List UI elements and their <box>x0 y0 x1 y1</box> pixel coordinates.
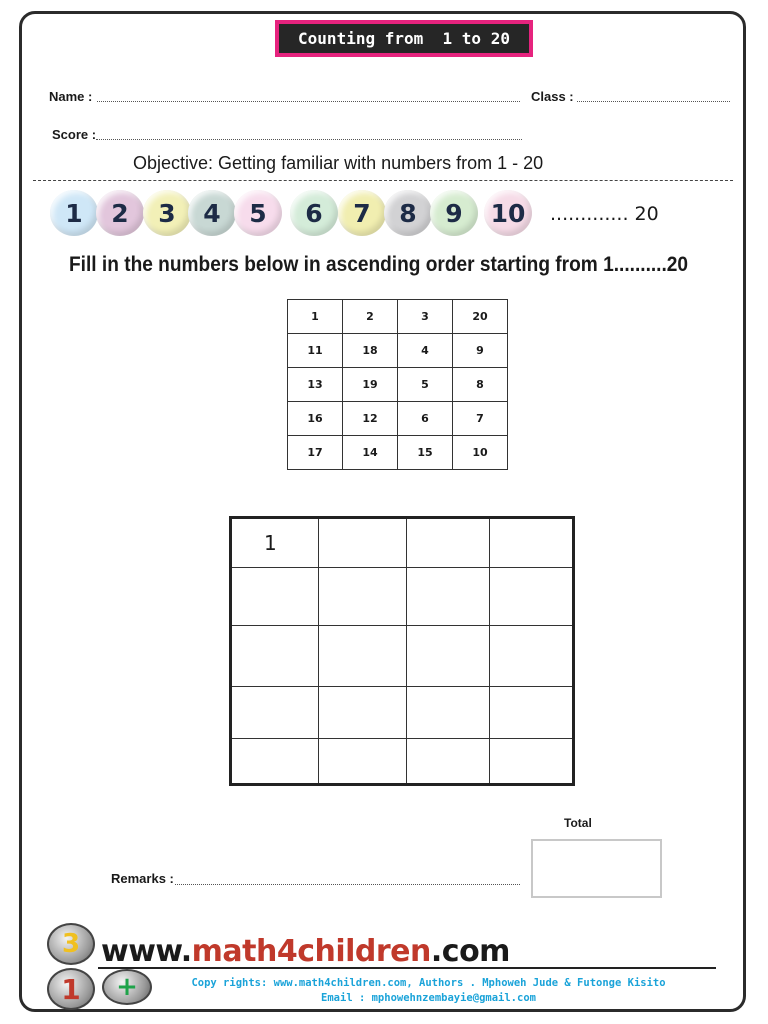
grid-cell: 4 <box>398 334 453 368</box>
grid-cell: 5 <box>398 368 453 402</box>
answer-cell[interactable] <box>231 687 319 739</box>
answer-cell[interactable] <box>490 518 574 568</box>
score-label: Score : <box>52 127 97 142</box>
site-logo-suffix: .com <box>430 934 510 969</box>
grid-cell: 2 <box>343 300 398 334</box>
logo-three-icon: 3 <box>47 923 95 965</box>
number-bubble: 4 <box>188 190 236 236</box>
answer-cell[interactable] <box>231 568 319 626</box>
grid-cell: 3 <box>398 300 453 334</box>
answer-cell[interactable] <box>490 626 574 687</box>
class-label: Class : <box>531 89 574 104</box>
answer-cell[interactable] <box>407 518 490 568</box>
answer-cell[interactable] <box>319 568 407 626</box>
answer-cell[interactable] <box>490 687 574 739</box>
number-bubble: 3 <box>143 190 191 236</box>
answer-cell[interactable] <box>231 626 319 687</box>
objective-text: Objective: Getting familiar with numbers from 1 - 20 <box>133 153 544 173</box>
footer-divider <box>98 967 716 969</box>
grid-cell: 10 <box>453 436 508 470</box>
answer-cell[interactable] <box>407 568 490 626</box>
grid-cell: 8 <box>453 368 508 402</box>
number-bubble: 5 <box>234 190 282 236</box>
class-field[interactable] <box>577 101 730 102</box>
grid-cell: 13 <box>288 368 343 402</box>
grid-cell: 9 <box>453 334 508 368</box>
instruction-text: Fill in the numbers below in ascending order starting from 1..........20 <box>69 253 689 276</box>
answer-cell[interactable] <box>490 568 574 626</box>
grid-cell: 7 <box>453 402 508 436</box>
grid-cell: 14 <box>343 436 398 470</box>
answer-cell[interactable] <box>231 739 319 785</box>
remarks-field[interactable] <box>175 884 520 885</box>
answer-row <box>231 568 574 626</box>
answer-row <box>231 518 574 568</box>
answer-row <box>231 626 574 687</box>
grid-cell: 15 <box>398 436 453 470</box>
answer-cell[interactable]: 1 <box>231 518 319 568</box>
logo-one-icon: 1 <box>47 968 95 1010</box>
grid-cell: 1 <box>288 300 343 334</box>
number-bubble: 1 <box>50 190 98 236</box>
answer-cell[interactable] <box>319 626 407 687</box>
grid-cell: 18 <box>343 334 398 368</box>
email-text: Email : mphowehnzembayie@gmail.com <box>321 992 536 1004</box>
source-number-grid <box>287 299 508 470</box>
answer-grid <box>229 516 575 786</box>
answer-cell[interactable] <box>407 687 490 739</box>
total-box[interactable] <box>531 839 662 898</box>
copyright-block <box>171 976 686 1006</box>
grid-row <box>288 436 508 470</box>
grid-row <box>288 334 508 368</box>
name-field[interactable] <box>97 101 520 102</box>
number-bubble: 8 <box>384 190 432 236</box>
dashed-divider <box>33 180 733 181</box>
logo-plus-icon: + <box>102 969 152 1005</box>
answer-row <box>231 687 574 739</box>
answer-cell[interactable] <box>407 626 490 687</box>
site-logo <box>101 934 510 969</box>
remarks-label: Remarks : <box>111 871 174 886</box>
name-label: Name : <box>49 89 93 104</box>
grid-cell: 20 <box>453 300 508 334</box>
grid-cell: 12 <box>343 402 398 436</box>
grid-cell: 17 <box>288 436 343 470</box>
page-title: Counting from 1 to 20 <box>279 24 529 53</box>
site-logo-name: math4children <box>191 934 431 969</box>
grid-cell: 11 <box>288 334 343 368</box>
grid-row <box>288 300 508 334</box>
grid-row <box>288 402 508 436</box>
answer-cell[interactable] <box>490 739 574 785</box>
answer-cell[interactable] <box>319 687 407 739</box>
answer-cell[interactable] <box>407 739 490 785</box>
answer-cell[interactable] <box>319 739 407 785</box>
grid-cell: 6 <box>398 402 453 436</box>
answer-row <box>231 739 574 785</box>
total-label: Total <box>564 816 592 830</box>
grid-row <box>288 368 508 402</box>
answer-cell[interactable] <box>319 518 407 568</box>
bubble-tail-text: ............. 20 <box>550 203 659 225</box>
copyright-text: Copy rights: www.math4children.com, Authors . Mphoweh Jude & Futonge Kisito <box>191 977 666 989</box>
number-bubble: 9 <box>430 190 478 236</box>
number-bubble: 6 <box>290 190 338 236</box>
number-bubble: 7 <box>338 190 386 236</box>
number-bubble: 2 <box>96 190 144 236</box>
grid-cell: 19 <box>343 368 398 402</box>
number-bubble: 10 <box>484 190 532 236</box>
grid-cell: 16 <box>288 402 343 436</box>
title-banner <box>275 20 533 57</box>
score-field[interactable] <box>96 139 522 140</box>
site-logo-prefix: www. <box>101 934 192 969</box>
